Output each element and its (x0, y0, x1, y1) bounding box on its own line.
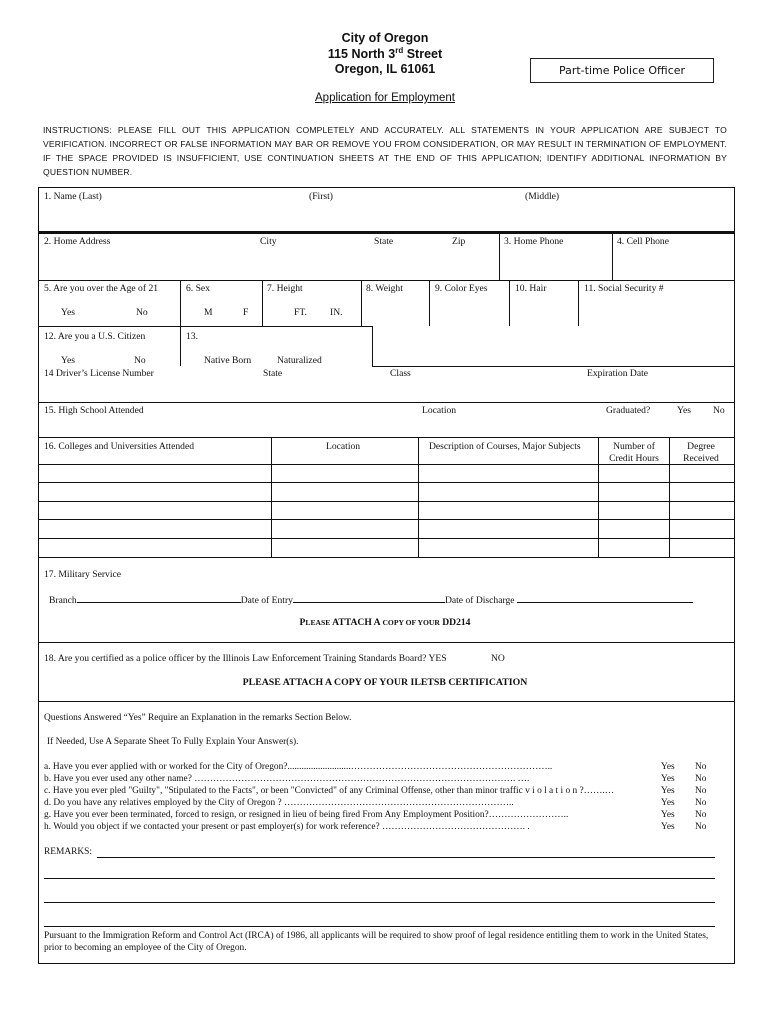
age-no-option[interactable]: No (136, 307, 148, 318)
home-phone-field[interactable] (502, 250, 610, 276)
irca-notice: Pursuant to the Immigration Reform and Control Act (IRCA) of 1986, all applicants will be required to show proof of legal residence entitling them to work in the United States, prior to becoming an employee of the City of Oregon. (44, 931, 709, 953)
city-label: City (260, 236, 277, 247)
question-a-yes[interactable]: Yes (661, 762, 675, 772)
questions-intro: Questions Answered “Yes” Require an Explanation in the remarks Section Below. (44, 713, 352, 723)
question-b-no[interactable]: No (695, 774, 707, 784)
remarks-line-1[interactable] (97, 857, 715, 858)
license-field[interactable] (42, 380, 730, 400)
home-phone-label: 3. Home Phone (504, 236, 564, 247)
naturalized-option[interactable]: Naturalized (277, 355, 322, 366)
instructions: INSTRUCTIONS: PLEASE FILL OUT THIS APPLICATION COMPLETELY AND ACCURATELY. ALL STATEMENTS IN YOUR APPLICATION ARE SUBJECT TO VERIFICATION. INCORRECT OR FALSE INFORMATION MAY BAR OR REMOVE YOU FROM CONSIDERATION, OR MAY RESULT IN TERMINATION OF EMPLOYMENT. IF THE SPACE PROVIDED IS INSUFFICIENT, USE CONTINUATION SHEETS AT THE END OF THIS APPLICATION; IDENTIFY ADDITIONAL INFORMATION BY QUESTION NUMBER. (43, 125, 727, 177)
q13-label: 13. (186, 331, 198, 342)
hair-label: 10. Hair (515, 283, 547, 294)
question-c-no[interactable]: No (695, 786, 707, 796)
citizen-no-option[interactable]: No (134, 355, 146, 366)
org-name: City of Oregon (341, 31, 429, 45)
name-last-label: 1. Name (Last) (44, 191, 102, 202)
college-row-5[interactable] (40, 540, 733, 556)
hair-field[interactable] (512, 296, 576, 324)
college-row-2[interactable] (40, 484, 733, 500)
college-row-4[interactable] (40, 521, 733, 537)
question-b: b. Have you ever used any other name? …………………………………………………………………………………………. …. (44, 774, 530, 784)
question-b-yes[interactable]: Yes (661, 774, 675, 784)
discharge-date-field[interactable] (517, 593, 693, 603)
question-d-yes[interactable]: Yes (661, 798, 675, 808)
colleges-header: 16. Colleges and Universities Attended (44, 441, 195, 452)
sex-m-option[interactable]: M (204, 307, 213, 318)
certification-question: 18. Are you certified as a police officer by the Illinois Law Enforcement Training Standards Board? YES (44, 653, 447, 664)
colleges-degree-header: Degree Received (683, 441, 719, 464)
state-label: State (374, 236, 394, 247)
license-expiration-label: Expiration Date (587, 368, 649, 379)
hs-location-label: Location (422, 405, 457, 416)
questions-note: If Needed, Use A Separate Sheet To Fully Explain Your Answer(s). (47, 737, 299, 747)
military-label: 17. Military Service (44, 569, 121, 580)
license-class-label: Class (390, 368, 411, 379)
zip-label: Zip (452, 236, 466, 247)
high-school-field[interactable] (42, 417, 730, 435)
name-middle-label: (Middle) (525, 191, 560, 202)
high-school-label: 15. High School Attended (44, 405, 144, 416)
remarks-line-4[interactable] (44, 926, 715, 927)
colleges-courses-header: Description of Courses, Major Subjects (429, 441, 581, 452)
question-g: g. Have you ever been terminated, forced to resign, or resigned in lieu of being fired From Any Employment Position?…………………….. (44, 810, 569, 820)
position-title: Part-time Police Officer (530, 58, 714, 83)
name-field[interactable] (42, 203, 730, 229)
org-city: Oregon, IL 61061 (334, 62, 436, 76)
dd214-note: PLEASE ATTACH A COPY OF YOUR DD214 (299, 617, 471, 628)
license-label: 14 Driver’s License Number (44, 368, 154, 379)
military-line: Branch Date of Entry Date of Discharge (49, 593, 693, 606)
weight-field[interactable] (364, 296, 427, 324)
license-state-label: State (263, 368, 283, 379)
home-address-label: 2. Home Address (44, 236, 111, 247)
remarks-line-3[interactable] (44, 902, 715, 903)
sex-label: 6. Sex (186, 283, 210, 294)
question-c-yes[interactable]: Yes (661, 786, 675, 796)
native-born-option[interactable]: Native Born (204, 355, 252, 366)
colleges-credit-header: Number of Credit Hours (609, 441, 659, 464)
height-in-label: IN. (330, 307, 343, 318)
branch-field[interactable] (77, 593, 241, 603)
eye-color-field[interactable] (432, 296, 507, 324)
question-a: a. Have you ever applied with or worked for the City of Oregon?...........................……………………………………………………….. (44, 762, 553, 772)
question-c: c. Have you ever pled "Guilty", "Stipulated to the Facts", or been "Convicted" of any Criminal Offense, other than minor traffic v i o l a t i o n ?…….… (44, 786, 615, 796)
sex-f-option[interactable]: F (243, 307, 249, 318)
age-yes-option[interactable]: Yes (61, 307, 75, 318)
question-h-yes[interactable]: Yes (661, 822, 675, 832)
form-title: Application for Employment (315, 92, 455, 104)
height-ft-label: FT. (294, 307, 307, 318)
org-street: 115 North 3rd Street (327, 46, 443, 62)
hs-yes-option[interactable]: Yes (677, 405, 691, 416)
question-g-yes[interactable]: Yes (661, 810, 675, 820)
iletsb-note: PLEASE ATTACH A COPY OF YOUR ILETSB CERTIFICATION (242, 677, 528, 688)
citizen-yes-option[interactable]: Yes (61, 355, 75, 366)
age21-label: 5. Are you over the Age of 21 (44, 283, 159, 294)
ssn-field[interactable] (581, 296, 730, 324)
hs-graduated-label: Graduated? (606, 405, 651, 416)
question-a-no[interactable]: No (695, 762, 707, 772)
ssn-label: 11. Social Security # (584, 283, 664, 294)
certification-no-option[interactable]: NO (491, 653, 505, 664)
name-first-label: (First) (309, 191, 333, 202)
cell-phone-label: 4. Cell Phone (617, 236, 669, 247)
question-d-no[interactable]: No (695, 798, 707, 808)
hs-no-option[interactable]: No (713, 405, 725, 416)
weight-label: 8. Weight (366, 283, 403, 294)
home-address-field[interactable] (42, 250, 497, 276)
college-row-3[interactable] (40, 503, 733, 518)
citizen-label: 12. Are you a U.S. Citizen (44, 331, 146, 342)
cell-phone-field[interactable] (615, 250, 730, 276)
question-h-no[interactable]: No (695, 822, 707, 832)
eye-color-label: 9. Color Eyes (435, 283, 488, 294)
question-d: d. Do you have any relatives employed by the City of Oregon ? ……………………………………………………………….. (44, 798, 514, 808)
remarks-label: REMARKS: (44, 847, 92, 857)
entry-date-field[interactable] (293, 593, 445, 603)
q13-field[interactable] (375, 330, 730, 364)
height-label: 7. Height (267, 283, 303, 294)
question-g-no[interactable]: No (695, 810, 707, 820)
question-h: h. Would you object if we contacted your present or past employer(s) for work reference? ………………………………………. . (44, 822, 530, 832)
college-row-1[interactable] (40, 466, 733, 481)
remarks-line-2[interactable] (44, 878, 715, 879)
colleges-location-header: Location (326, 441, 361, 452)
